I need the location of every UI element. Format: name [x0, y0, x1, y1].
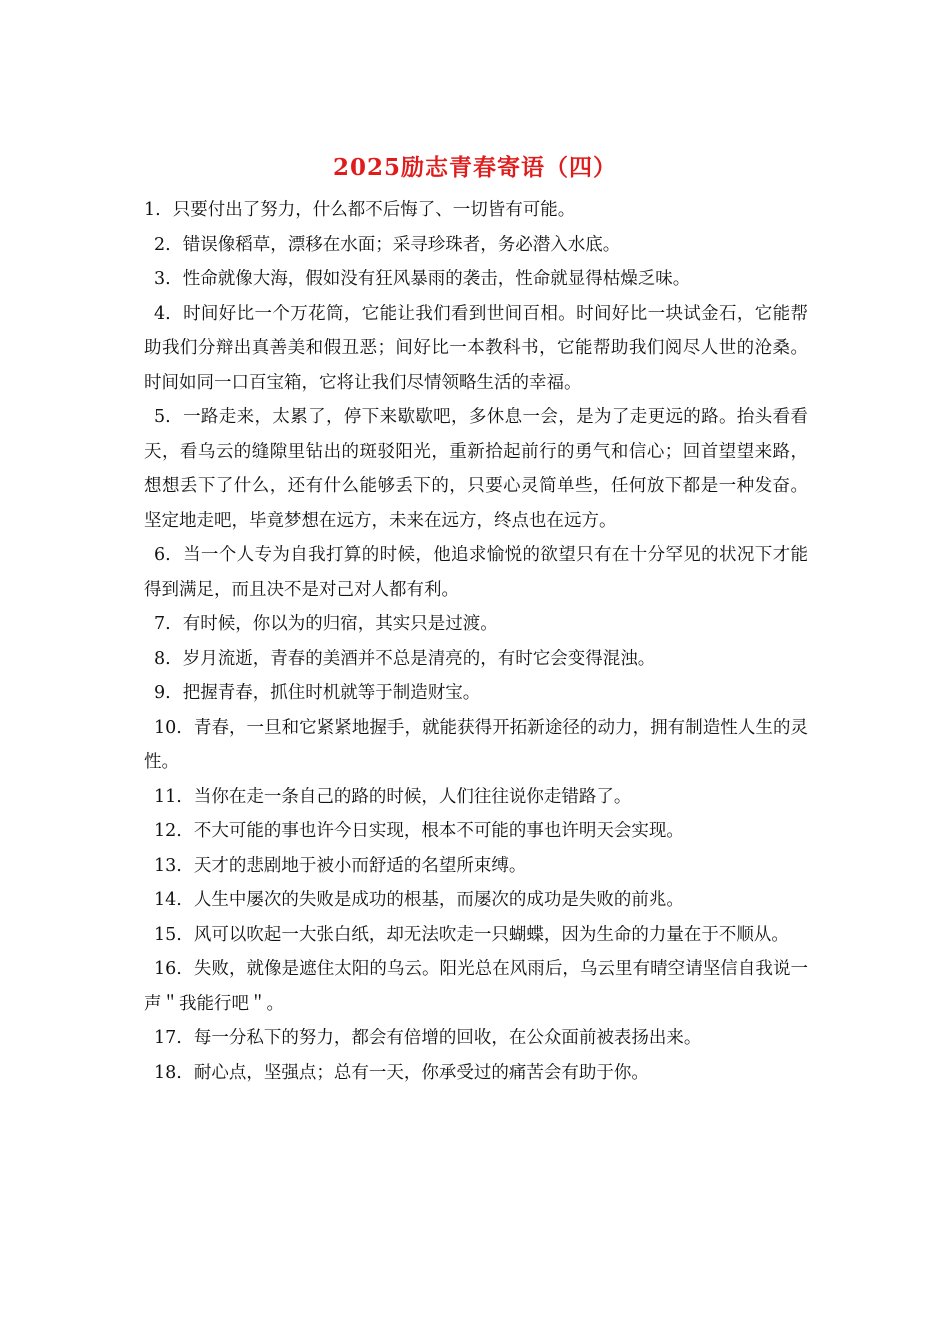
list-item	[144, 952, 808, 1021]
item-text: 失败，就像是遮住太阳的乌云。阳光总在风雨后，乌云里有晴空请坚信自我说一声＂我能行吧＂。	[144, 959, 808, 1014]
list-item	[144, 262, 808, 297]
item-number: 7.	[154, 614, 171, 634]
item-text: 时间好比一个万花筒，它能让我们看到世间百相。时间好比一块试金石，它能帮助我们分辩出真善美和假丑恶；间好比一本教科书，它能帮助我们阅尽人世的沧桑。时间如同一口百宝箱，它将让我们尽情领略生活的幸福。	[144, 303, 808, 393]
item-number: 1.	[144, 200, 161, 220]
item-text: 只要付出了努力，什么都不后悔了、一切皆有可能。	[172, 200, 576, 220]
list-item	[144, 918, 808, 953]
item-number: 13.	[154, 855, 182, 876]
item-number: 14.	[154, 890, 182, 910]
item-text: 青春，一旦和它紧紧地握手，就能获得开拓新途径的动力，拥有制造性人生的灵性。	[144, 717, 808, 772]
item-text: 有时候，你以为的归宿，其实只是过渡。	[182, 614, 498, 634]
list-item	[144, 400, 808, 538]
list-item	[144, 1056, 808, 1091]
item-text: 性命就像大海，假如没有狂风暴雨的袭击，性命就显得枯燥乏味。	[182, 269, 691, 289]
item-number: 17.	[154, 1028, 182, 1048]
list-item	[144, 849, 808, 884]
list-item	[144, 814, 808, 849]
document-title: 2025励志青春寄语（四）	[332, 154, 617, 181]
list-item	[144, 193, 808, 228]
item-text: 错误像稻草，漂移在水面；采寻珍珠者，务必潜入水底。	[182, 234, 621, 255]
list-item	[144, 711, 808, 780]
list-item	[144, 1021, 808, 1056]
item-number: 15.	[154, 924, 182, 945]
list-item	[144, 676, 808, 711]
item-text: 天才的悲剧地于被小而舒适的名望所束缚。	[193, 855, 527, 876]
item-number: 6.	[154, 545, 171, 565]
list-item	[144, 883, 808, 918]
item-text: 把握青春，抓住时机就等于制造财宝。	[182, 683, 481, 703]
item-number: 5.	[154, 407, 171, 427]
item-number: 12.	[154, 821, 182, 841]
list-item	[144, 642, 808, 677]
item-number: 9.	[154, 683, 171, 703]
item-number: 3.	[154, 269, 171, 289]
item-text: 每一分私下的努力，都会有倍增的回收，在公众面前被表扬出来。	[193, 1028, 702, 1048]
item-number: 18.	[154, 1062, 182, 1083]
item-number: 11.	[154, 786, 182, 807]
item-text: 岁月流逝，青春的美酒并不总是清亮的，有时它会变得混浊。	[182, 648, 656, 669]
item-text: 当一个人专为自我打算的时候，他追求愉悦的欲望只有在十分罕见的状况下才能得到满足，而且决不是对己对人都有利。	[144, 545, 808, 600]
item-text: 耐心点，坚强点；总有一天，你承受过的痛苦会有助于你。	[193, 1062, 649, 1083]
item-number: 16.	[154, 959, 182, 979]
item-text: 风可以吹起一大张白纸，却无法吹走一只蝴蝶，因为生命的力量在于不顺从。	[193, 924, 789, 945]
list-item	[144, 228, 808, 263]
item-number: 4.	[154, 303, 171, 324]
item-number: 2.	[154, 234, 171, 255]
list-item	[144, 607, 808, 642]
item-number: 10.	[154, 717, 182, 738]
item-number: 8.	[154, 648, 171, 669]
item-text: 不大可能的事也许今日实现，根本不可能的事也许明天会实现。	[193, 821, 684, 841]
list-item	[144, 780, 808, 815]
list-item	[144, 297, 808, 401]
item-text: 人生中屡次的失败是成功的根基，而屡次的成功是失败的前兆。	[193, 890, 684, 910]
item-text: 一路走来，太累了，停下来歇歇吧，多休息一会，是为了走更远的路。抬头看看天，看乌云的缝隙里钻出的斑驳阳光，重新拾起前行的勇气和信心；回首望望来路，想想丢下了什么，还有什么能够丢下的，只要心灵简单些，任何放下都是一种发奋。坚定地走吧，毕竟梦想在远方，未来在远方，终点也在远方。	[144, 407, 808, 531]
list-item	[144, 538, 808, 607]
quote-list	[144, 193, 808, 1090]
item-text: 当你在走一条自己的路的时候，人们往往说你走错路了。	[193, 786, 632, 807]
